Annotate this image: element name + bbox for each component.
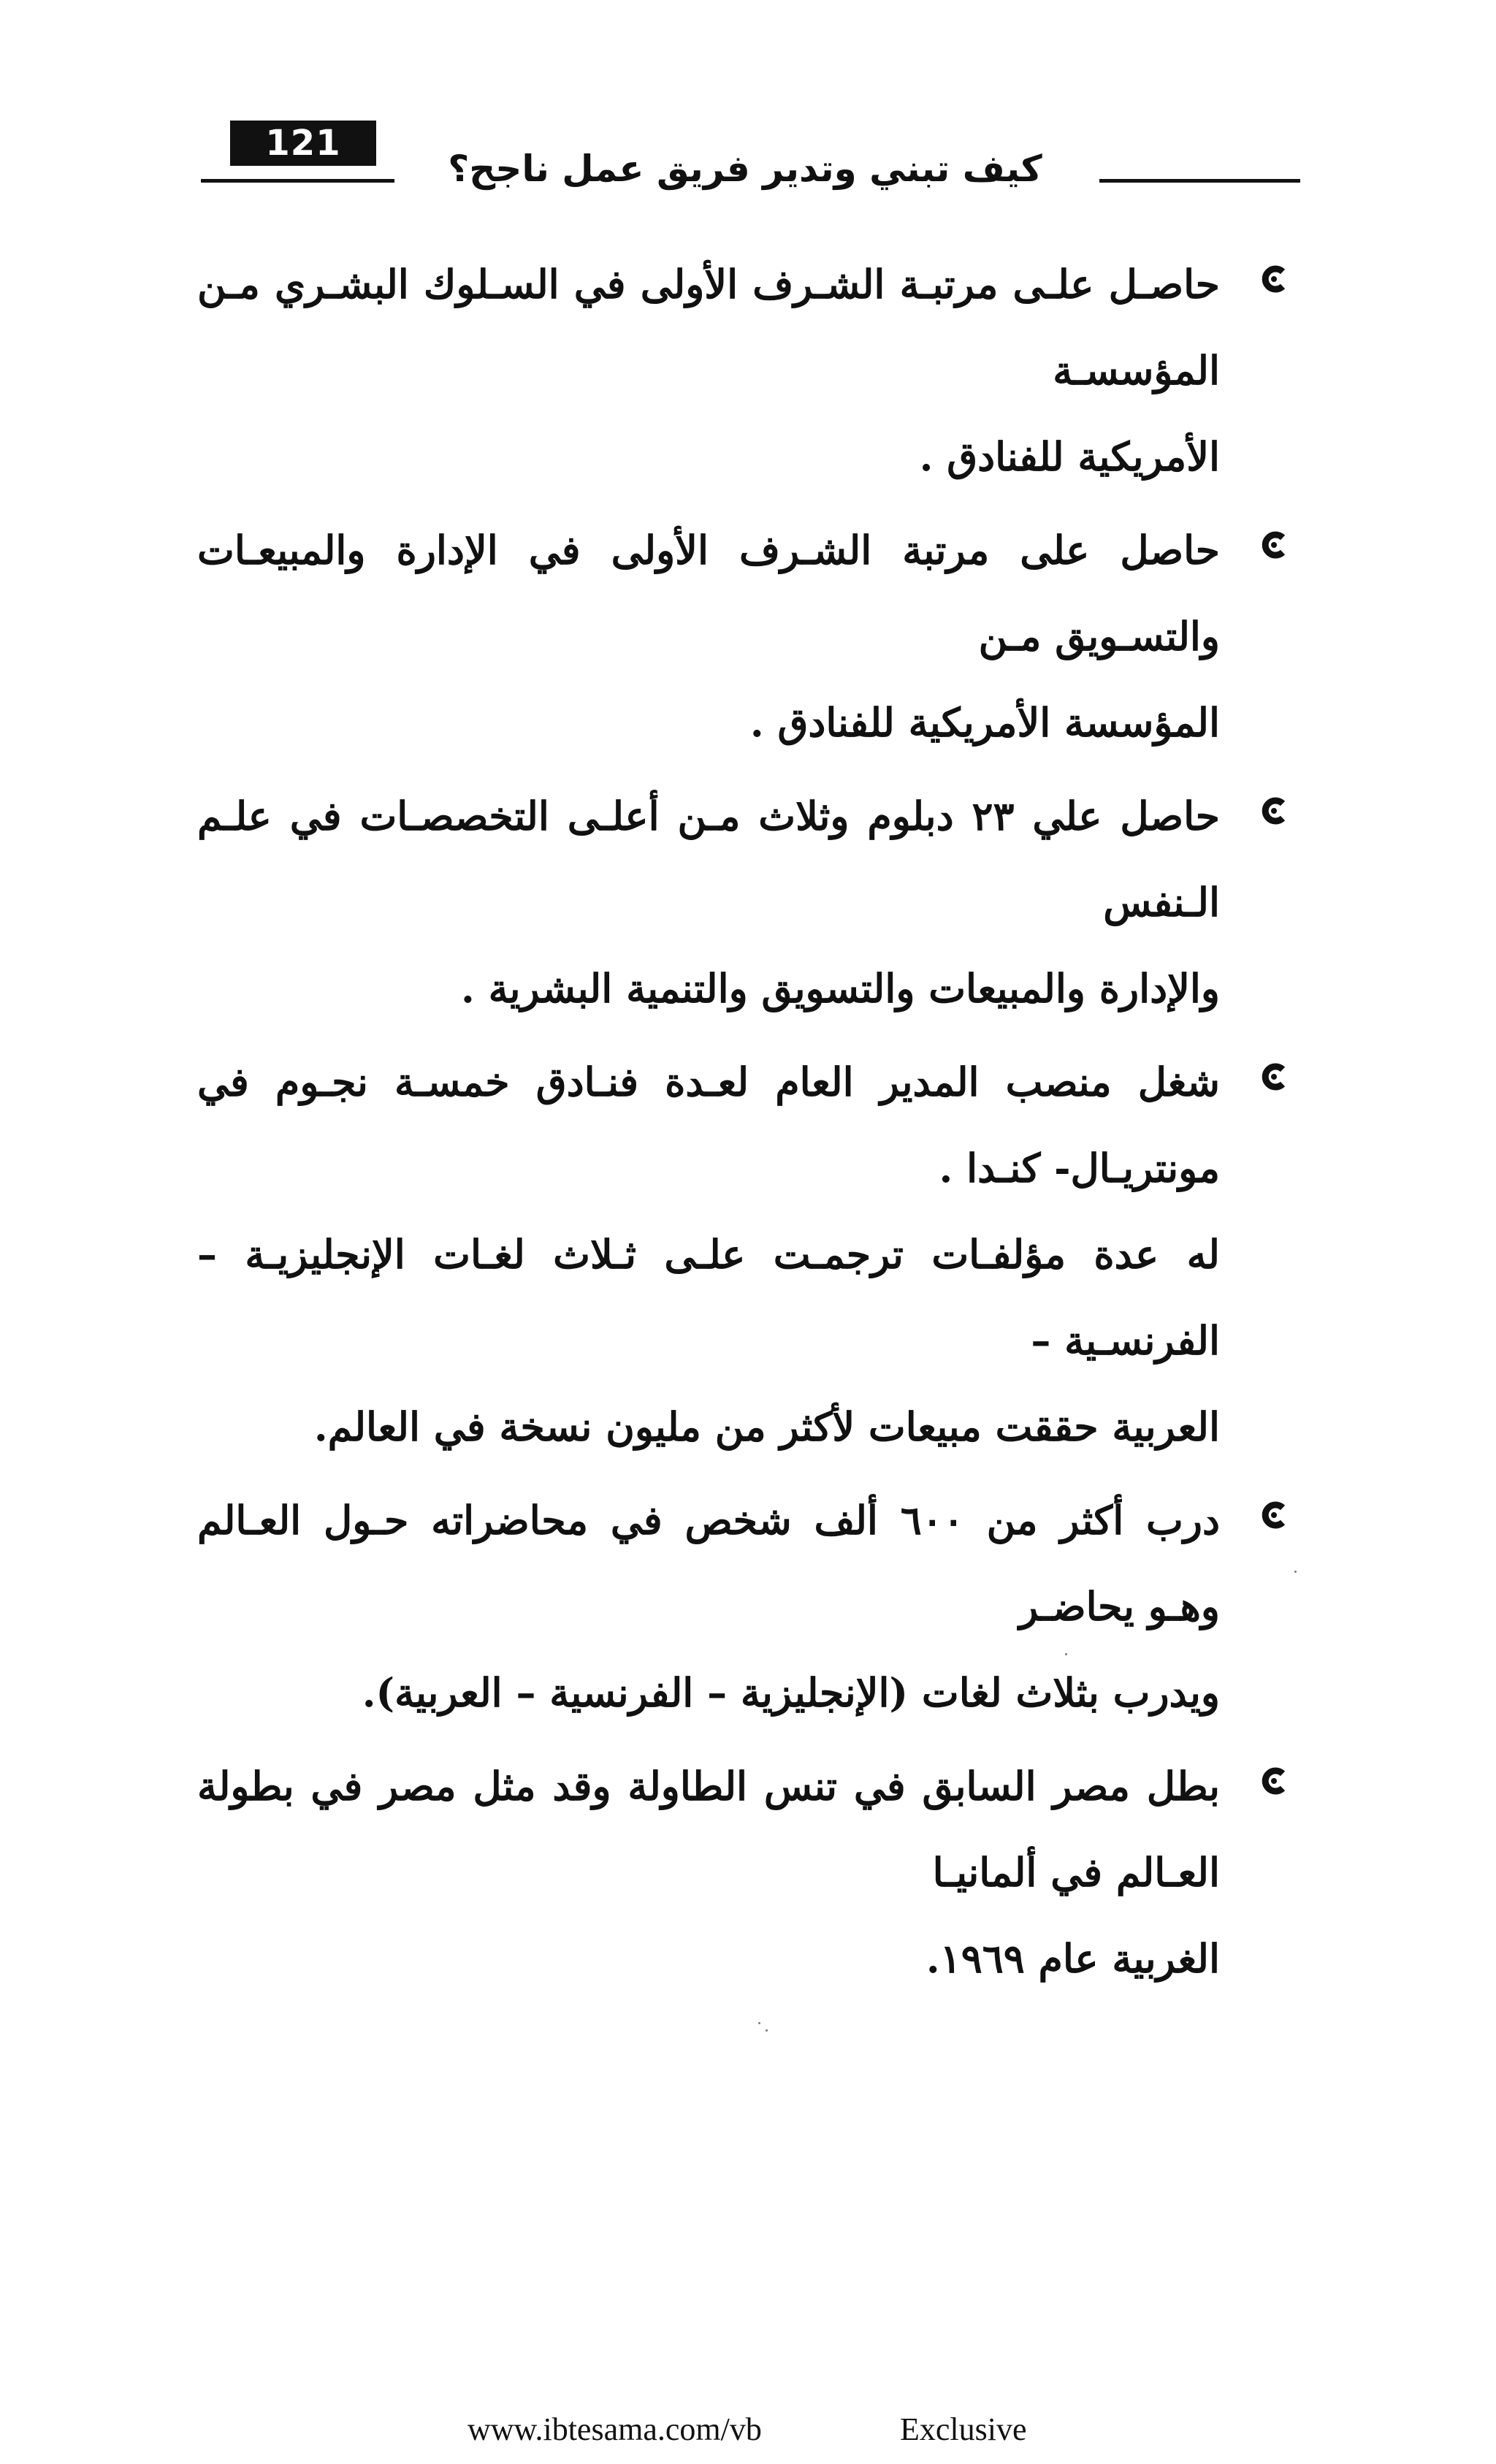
page-header — [201, 121, 1300, 194]
c-bullet-icon — [1256, 1059, 1291, 1094]
text-line: الأمريكية للفنادق . — [919, 433, 1220, 480]
list-item-text — [197, 1039, 1220, 1470]
text-line: درب أكثر من ٦٠٠ ألف شخص في محاضراته حـول العـالم وهـو يحاضـر — [197, 1497, 1220, 1630]
c-bullet-icon — [1256, 262, 1291, 297]
list-item-text — [197, 507, 1220, 766]
list-item-text — [197, 241, 1220, 500]
footer-url: www.ibtesama.com/vb — [468, 2411, 762, 2447]
c-bullet-icon — [1256, 1763, 1291, 1799]
list-item — [197, 241, 1300, 500]
bullet-list — [197, 241, 1300, 2009]
list-item — [197, 507, 1300, 766]
page-number: 121 — [230, 121, 376, 166]
list-item — [197, 1743, 1300, 2002]
scan-speck — [758, 2022, 760, 2024]
list-item — [197, 773, 1300, 1031]
text-line: المؤسسة الأمريكية للفنادق . — [749, 699, 1220, 746]
c-bullet-icon — [1256, 793, 1291, 828]
scan-speck — [1065, 1653, 1067, 1655]
scan-speck — [766, 2029, 768, 2032]
text-line: بطل مصر السابق في تنس الطاولة وقد مثل مصر في بطولة العـالم في ألمانيـا — [197, 1763, 1220, 1896]
text-line: العربية حققت مبيعات لأكثر من مليون نسخة في العالم. — [313, 1403, 1220, 1450]
text-line: شغل منصب المدير العام لعـدة فنـادق خمسـة نجـوم في مونتريـال- كنـدا . — [197, 1059, 1220, 1191]
footer-tag: Exclusive — [900, 2411, 1027, 2447]
page-footer — [453, 2411, 1110, 2455]
text-line: له عدة مؤلفـات ترجمـت علـى ثـلاث لغـات الإنجليزيـة – الفرنسـية – — [197, 1231, 1220, 1364]
list-item — [197, 1477, 1300, 1736]
c-bullet-icon — [1256, 1498, 1291, 1533]
text-line: والإدارة والمبيعات والتسويق والتنمية البشرية . — [460, 965, 1220, 1012]
list-item-text — [197, 773, 1220, 1031]
c-bullet-icon — [1256, 527, 1291, 562]
list-item — [197, 1039, 1300, 1470]
text-line: حاصـل علـى مرتبـة الشـرف الأولى في السـلوك البشـري مـن المؤسسـة — [197, 261, 1220, 394]
text-line: حاصل علي ٢٣ دبلوم وثلاث مـن أعلـى التخصصـات في علـم الـنفس — [197, 793, 1220, 926]
scan-speck — [1294, 1571, 1297, 1573]
list-item-text — [197, 1743, 1220, 2002]
text-line: ويدرب بثلاث لغات (الإنجليزية – الفرنسية – العربية). — [362, 1669, 1220, 1716]
list-item-text — [197, 1477, 1220, 1736]
text-line: حاصل على مرتبة الشـرف الأولى في الإدارة والمبيعـات والتسـويق مـن — [197, 527, 1220, 660]
running-title: كيف تبني وتدير فريق عمل ناجح؟ — [448, 148, 1042, 190]
header-rule-right — [1099, 179, 1300, 183]
header-rule-left — [201, 179, 394, 183]
text-line: الغربية عام ١٩٦٩. — [926, 1935, 1220, 1982]
